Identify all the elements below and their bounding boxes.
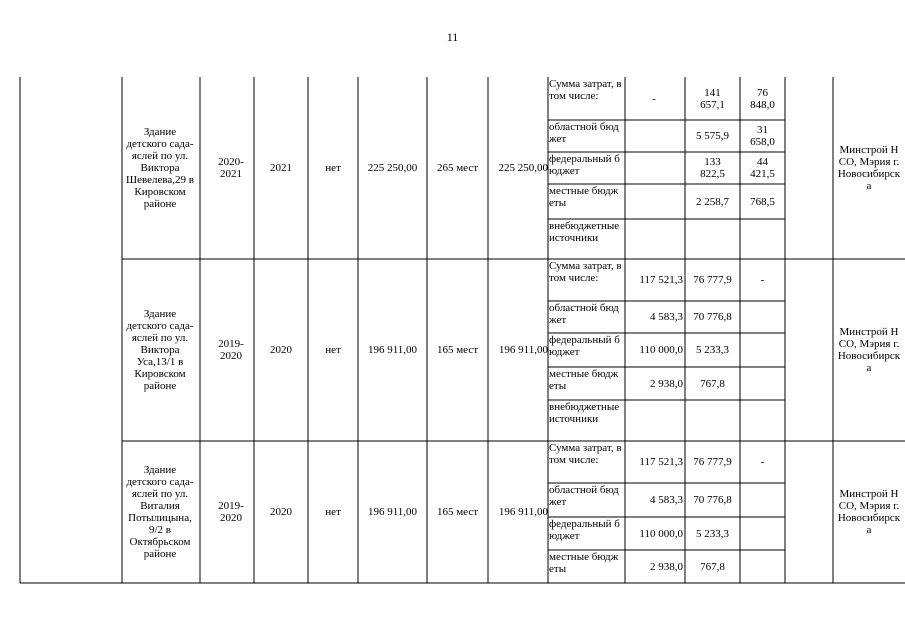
source-label: местные бюджеты [549, 551, 619, 575]
source-label: местные бюджеты [549, 185, 619, 209]
value-col-1: 4 583,3 [650, 311, 683, 323]
page-number: 11 [446, 30, 459, 44]
value-col-3 [740, 301, 785, 333]
value-col-2: 5 575,9 [696, 130, 729, 142]
value-col-3: 44 421,5 [750, 156, 775, 180]
value-col-3 [740, 483, 785, 517]
value-col-1 [625, 152, 685, 184]
year-cell: 2020 [270, 344, 292, 356]
period-cell: 2020-2021 [218, 156, 244, 180]
value-col-2 [685, 219, 740, 259]
source-label: областной бюджет [549, 121, 619, 145]
value-col-2: 70 776,8 [693, 494, 732, 506]
value-col-1 [625, 184, 685, 219]
executor-cell: Минстрой НСО, Мэрия г.Новосибирска [837, 488, 901, 536]
value-col-3: 768,5 [750, 195, 775, 208]
value-col-1: 2 938,0 [650, 560, 683, 573]
year-cell: 2021 [270, 162, 292, 174]
source-label: Сумма затрат, в том числе: [549, 78, 622, 102]
value-col-3 [740, 550, 785, 583]
capacity-cell: 165 мест [436, 344, 479, 356]
value-col-3 [740, 367, 785, 400]
cost2-cell: 196 911,00 [498, 344, 548, 356]
source-label: внебюджетные источники [549, 401, 620, 425]
value-col-3 [740, 400, 785, 441]
flag-cell: нет [325, 344, 341, 356]
value-col-2: 767,8 [700, 560, 725, 573]
value-col-1: 110 000,0 [639, 344, 683, 356]
source-label: федеральный бюджет [549, 153, 620, 177]
value-col-1: 117 521,3 [639, 456, 683, 468]
capacity-cell: 265 мест [436, 162, 479, 174]
source-label: внебюджетные источники [549, 220, 620, 244]
value-col-2: 5 233,3 [696, 527, 729, 540]
value-col-1: 4 583,3 [650, 494, 683, 506]
value-col-1: 2 938,0 [650, 377, 683, 390]
cost2-cell: 225 250,00 [498, 162, 548, 174]
source-label: местные бюджеты [549, 368, 619, 392]
value-col-3 [740, 333, 785, 367]
source-label: областной бюджет [549, 484, 619, 508]
source-label: федеральный бюджет [549, 334, 620, 358]
value-col-3: - [760, 456, 765, 468]
value-col-1 [625, 120, 685, 152]
value-col-3 [740, 517, 785, 550]
value-col-2: 141 657,1 [700, 86, 725, 111]
object-name: Здание детского сада-яслей по ул. Виталия Потылицына, 9/2 в Октябрьском районе [126, 464, 194, 560]
value-col-2: 5 233,3 [696, 344, 729, 356]
object-name: Здание детского сада-яслей по ул. Виктора Уса,13/1 в Кировском районе [126, 308, 194, 392]
value-col-2: 70 776,8 [693, 311, 732, 323]
value-col-2: 2 258,7 [696, 195, 729, 208]
cost-cell: 196 911,00 [367, 344, 418, 356]
source-label: Сумма затрат, в том числе: [549, 442, 622, 466]
value-col-3 [740, 219, 785, 259]
value-col-3: 31 658,0 [750, 124, 775, 148]
value-col-1 [625, 219, 685, 259]
value-col-2: 133 822,5 [700, 156, 725, 180]
source-label: Сумма затрат, в том числе: [549, 260, 622, 284]
executor-cell: Минстрой НСО, Мэрия г.Новосибирска [837, 144, 901, 192]
source-label: федеральный бюджет [549, 518, 620, 542]
executor-cell: Минстрой НСО, Мэрия г.Новосибирска [837, 326, 901, 374]
value-col-2: 76 777,9 [693, 456, 732, 468]
flag-cell: нет [325, 506, 341, 518]
source-label: областной бюджет [549, 302, 619, 326]
value-col-1: - [652, 92, 656, 105]
cost-cell: 225 250,00 [367, 162, 418, 174]
period-cell: 2019-2020 [218, 500, 244, 524]
value-col-2: 767,8 [700, 377, 725, 390]
capacity-cell: 165 мест [436, 506, 479, 518]
flag-cell: нет [325, 162, 341, 174]
cost2-cell: 196 911,00 [498, 506, 548, 518]
value-col-1 [625, 400, 685, 441]
value-col-2 [685, 400, 740, 441]
cost-cell: 196 911,00 [367, 506, 418, 518]
period-cell: 2019-2020 [218, 338, 244, 362]
value-col-2: 76 777,9 [693, 274, 732, 286]
value-col-1: 110 000,0 [639, 527, 683, 540]
year-cell: 2020 [270, 506, 292, 518]
object-name: Здание детского сада-яслей по ул. Виктора Шевелева,29 в Кировском районе [126, 126, 194, 210]
value-col-3: - [760, 274, 765, 286]
value-col-1: 117 521,3 [639, 274, 683, 286]
value-col-3: 76 848,0 [750, 86, 775, 111]
